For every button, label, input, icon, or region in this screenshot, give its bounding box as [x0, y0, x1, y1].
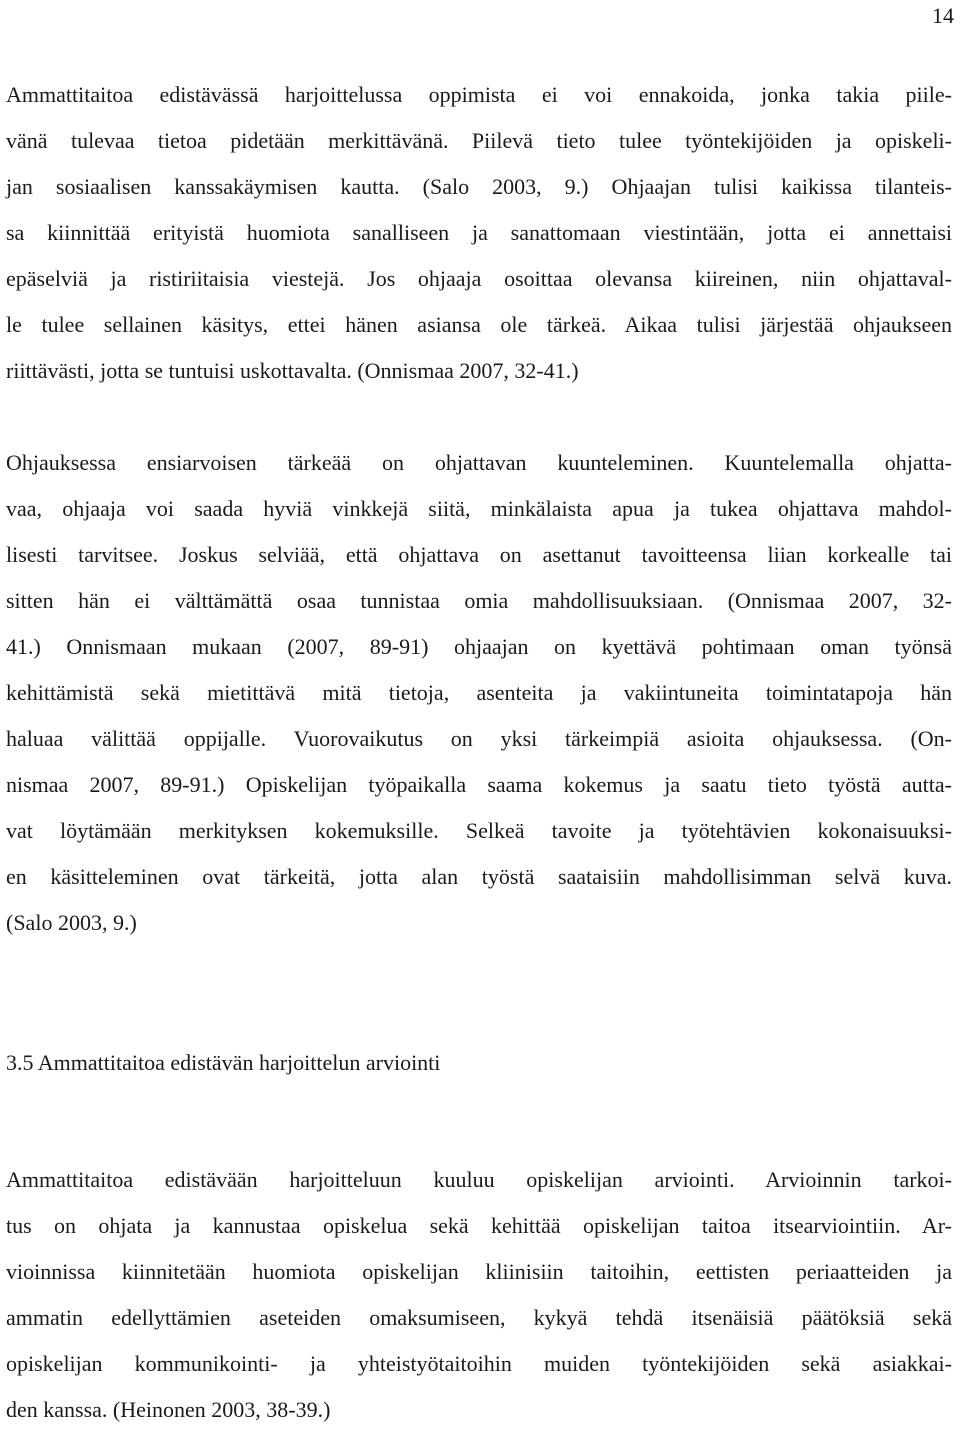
paragraph-line: le tulee sellainen käsitys, ettei hänen asiansa ole tärkeä. Aikaa tulisi järjestää ohjaukseen [6, 312, 952, 337]
paragraph-line: sitten hän ei välttämättä osaa tunnistaa omia mahdollisuuksiaan. (Onnismaa 2007, 32- [6, 588, 952, 613]
paragraph-line: tus on ohjata ja kannustaa opiskelua sekä kehittää opiskelijan taitoa itsearviointiin. Ar- [6, 1213, 952, 1238]
page-number: 14 [932, 3, 954, 28]
paragraph-line: vat löytämään merkityksen kokemuksille. Selkeä tavoite ja työtehtävien kokonaisuuksi- [6, 818, 952, 843]
paragraph-line: den kanssa. (Heinonen 2003, 38-39.) [6, 1397, 331, 1422]
paragraph-3 [6, 1157, 952, 1433]
section-heading: 3.5 Ammattitaitoa edistävän harjoittelun arviointi [6, 1050, 441, 1075]
paragraph-1 [6, 72, 952, 394]
paragraph-line: vaa, ohjaaja voi saada hyviä vinkkejä siitä, minkälaista apua ja tukea ohjattava mahdol- [6, 496, 952, 521]
paragraph-line: opiskelijan kommunikointi- ja yhteistyötaitoihin muiden työntekijöiden sekä asiakkai- [6, 1351, 952, 1376]
paragraph-line: Ohjauksessa ensiarvoisen tärkeää on ohjattavan kuunteleminen. Kuuntelemalla ohjatta- [6, 450, 952, 475]
paragraph-line: epäselviä ja ristiriitaisia viestejä. Jos ohjaaja osoittaa olevansa kiireinen, niin ohjattaval- [6, 266, 952, 291]
paragraph-line: en käsitteleminen ovat tärkeitä, jotta alan työstä saataisiin mahdollisimman selvä kuva. [6, 864, 952, 889]
paragraph-line: (Salo 2003, 9.) [6, 910, 137, 935]
paragraph-line: sa kiinnittää erityistä huomiota sanalliseen ja sanattomaan viestintään, jotta ei annettaisi [6, 220, 952, 245]
paragraph-line: lisesti tarvitsee. Joskus selviää, että ohjattava on asettanut tavoitteensa liian korkealle tai [6, 542, 952, 567]
paragraph-line: vioinnissa kiinnitetään huomiota opiskelijan kliinisiin taitoihin, eettisten periaatteiden ja [6, 1259, 952, 1284]
paragraph-line: Ammattitaitoa edistävässä harjoittelussa oppimista ei voi ennakoida, jonka takia piile- [6, 82, 952, 107]
paragraph-line: haluaa välittää oppijalle. Vuorovaikutus on yksi tärkeimpiä asioita ohjauksessa. (On- [6, 726, 952, 751]
paragraph-line: Ammattitaitoa edistävään harjoitteluun kuuluu opiskelijan arviointi. Arvioinnin tarkoi- [6, 1167, 952, 1192]
paragraph-line: kehittämistä sekä mietittävä mitä tietoja, asenteita ja vakiintuneita toimintatapoja hän [6, 680, 952, 705]
paragraph-2 [6, 440, 952, 946]
paragraph-line: jan sosiaalisen kanssakäymisen kautta. (Salo 2003, 9.) Ohjaajan tulisi kaikissa tilanteis- [6, 174, 952, 199]
paragraph-line: riittävästi, jotta se tuntuisi uskottavalta. (Onnismaa 2007, 32-41.) [6, 358, 579, 383]
paragraph-line: ammatin edellyttämien aseteiden omaksumiseen, kykyä tehdä itsenäisiä päätöksiä sekä [6, 1305, 952, 1330]
paragraph-line: nismaa 2007, 89-91.) Opiskelijan työpaikalla saama kokemus ja saatu tieto työstä autta- [6, 772, 952, 797]
paragraph-line: vänä tulevaa tietoa pidetään merkittävänä. Piilevä tieto tulee työntekijöiden ja opiskeli- [6, 128, 952, 153]
paragraph-line: 41.) Onnismaan mukaan (2007, 89-91) ohjaajan on kyettävä pohtimaan oman työnsä [6, 634, 952, 659]
